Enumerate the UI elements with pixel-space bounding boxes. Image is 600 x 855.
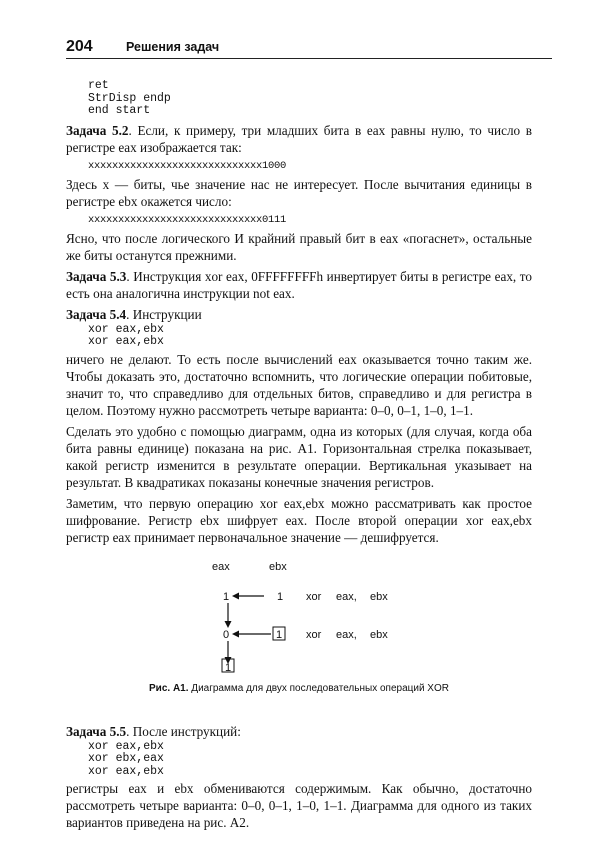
diagram-value: 1 xyxy=(223,590,230,603)
diagram-op: xor xyxy=(306,590,322,603)
diagram-op: xor xyxy=(306,628,322,641)
code-line: xor eax,ebx xyxy=(88,764,164,778)
caption-text: Диаграмма для двух последовательных операций XOR xyxy=(191,682,449,694)
task-5-5-para-1: регистры eax и ebx обмениваются содержимым. Как обычно, достаточно рассмотреть четыре варианта: 0–0, 0–1, 1–0, 1–1. Диаграмма для одного из таких вариантов приведена на рис. А2. xyxy=(66,781,532,830)
bit-pattern: xxxxxxxxxxxxxxxxxxxxxxxxxxxxx1000 xyxy=(88,159,287,172)
code-block xyxy=(66,741,532,779)
task-5-5-intro xyxy=(66,723,532,740)
task-5-2-para-3: Ясно, что после логического И крайний правый бит в eax «погаснет», остальные же биты останутся прежними. xyxy=(66,230,532,263)
paragraph-text: . Инструкции xyxy=(126,306,202,322)
running-title: Решения задач xyxy=(126,40,220,54)
code-line: StrDisp endp xyxy=(88,91,171,105)
task-5-3-para xyxy=(66,268,532,302)
diagram-value: 1 xyxy=(225,661,232,674)
task-label: Задача 5.3 xyxy=(66,268,127,284)
xor-diagram xyxy=(66,554,532,674)
task-label: Задача 5.2 xyxy=(66,122,129,138)
code-line: xor eax,ebx xyxy=(88,322,164,336)
task-5-4-intro xyxy=(66,306,532,323)
diagram-arrows xyxy=(66,554,532,674)
diagram-op: ebx xyxy=(370,590,388,603)
task-5-4-para-2: Сделать это удобно с помощью диаграмм, одна из которых (для случая, когда оба бита равны единице) показана на рис. А1. Горизонтальная стрелка показывает, какой регистр изменится в результате операции. Вертикальная указывает на результат. В квадратиках показаны конечные значения регистров. xyxy=(66,423,532,490)
task-5-4-para-1: ничего не делают. То есть после вычислений eax оказывается точно таким же. Чтобы доказать это, достаточно вспомнить, что логические операции побитовые, значит то, что справедливо для отдельных битов, справедливо и для регистра в целом. Поэтому нужно рассмотреть четыре варианта: 0–0, 0–1, 1–0, 1–1. xyxy=(66,351,532,418)
column-label-eax: eax xyxy=(212,560,230,573)
code-line: ret xyxy=(88,79,109,92)
diagram-op: eax, xyxy=(336,590,357,603)
figure-caption xyxy=(66,680,532,697)
task-5-2-para-2: Здесь x — биты, чье значение нас не интересует. После вычитания единицы в регистре ebx окажется число: xyxy=(66,176,532,209)
column-label-ebx: ebx xyxy=(269,560,287,573)
paragraph-text: . После инструкций: xyxy=(126,723,241,739)
task-label: Задача 5.5 xyxy=(66,723,127,739)
diagram-op: eax, xyxy=(336,628,357,641)
paragraph-text: . Инструкция xor eax, 0FFFFFFFFh инвертирует биты в регистре eax, то есть она аналогична инструкции not eax. xyxy=(66,268,532,301)
diagram-value: 1 xyxy=(276,628,283,641)
task-5-2-para-1 xyxy=(66,122,532,156)
page-body xyxy=(66,80,532,835)
arrowhead-horizontal-1 xyxy=(232,592,239,599)
code-line: xor ebx,eax xyxy=(88,752,164,765)
code-line: end start xyxy=(88,104,151,117)
code-block xyxy=(66,324,532,349)
paragraph-text: . Если, к примеру, три младших бита в eax равны нулю, то число в регистре eax изображается так: xyxy=(66,122,533,155)
code-block xyxy=(66,80,532,118)
diagram-op: ebx xyxy=(370,628,388,641)
arrowhead-horizontal-2 xyxy=(232,630,239,637)
caption-label: Рис. А1. xyxy=(149,682,189,694)
task-label: Задача 5.4 xyxy=(66,306,127,322)
diagram-value: 0 xyxy=(223,628,230,641)
diagram-value: 1 xyxy=(277,590,284,603)
page-number: 204 xyxy=(66,38,93,55)
bit-pattern: xxxxxxxxxxxxxxxxxxxxxxxxxxxxx0111 xyxy=(88,213,287,226)
header-rule xyxy=(66,58,552,59)
code-line: xor eax,ebx xyxy=(88,739,164,753)
code-line: xor eax,ebx xyxy=(88,335,164,348)
task-5-4-para-3: Заметим, что первую операцию xor eax,ebx можно рассматривать как простое шифрование. Регистр ebx шифрует eax. После второй операции xor eax,ebx регистр eax принимает первоначальное значение — дешифруется. xyxy=(66,495,532,545)
page-header xyxy=(66,36,552,62)
